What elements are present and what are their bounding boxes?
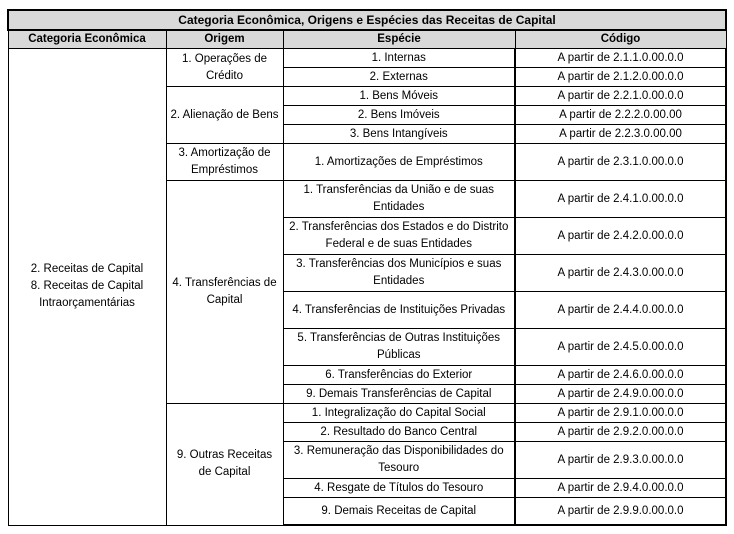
especie-cell: 1. Internas: [283, 49, 515, 68]
header-categoria: Categoria Econômica: [8, 30, 166, 49]
especie-cell: 4. Transferências de Instituições Privadas: [283, 292, 515, 329]
categoria-cell: [8, 49, 166, 526]
codigo-cell: A partir de 2.4.9.0.00.0.0: [515, 385, 726, 404]
codigo-cell: A partir de 2.2.2.0.00.00: [515, 106, 726, 125]
codigo-cell: A partir de 2.2.3.0.00.00: [515, 125, 726, 144]
codigo-cell: A partir de 2.9.2.0.00.0.0: [515, 423, 726, 442]
revenue-classification-table: [7, 9, 727, 526]
table-header-row: [8, 30, 726, 49]
especie-cell: 6. Transferências do Exterior: [283, 366, 515, 385]
codigo-cell: A partir de 2.9.4.0.00.0.0: [515, 479, 726, 498]
origem-cell: 1. Operações de Crédito: [166, 49, 283, 87]
header-codigo: Código: [515, 30, 726, 49]
especie-cell: 1. Integralização do Capital Social: [283, 404, 515, 423]
table-title-row: [8, 10, 726, 30]
codigo-cell: A partir de 2.1.2.0.00.0.0: [515, 68, 726, 87]
especie-cell: 2. Bens Imóveis: [283, 106, 515, 125]
especie-cell: 2. Externas: [283, 68, 515, 87]
codigo-cell: A partir de 2.4.3.0.00.0.0: [515, 255, 726, 292]
especie-cell: 2. Transferências dos Estados e do Distrito Federal e de suas Entidades: [283, 218, 515, 255]
especie-cell: 1. Transferências da União e de suas Entidades: [283, 181, 515, 218]
especie-cell: 5. Transferências de Outras Instituições Públicas: [283, 329, 515, 366]
especie-cell: 4. Resgate de Títulos do Tesouro: [283, 479, 515, 498]
header-origem: Origem: [166, 30, 283, 49]
origem-cell: 4. Transferências de Capital: [166, 181, 283, 404]
origem-cell: 2. Alienação de Bens: [166, 87, 283, 144]
codigo-cell: A partir de 2.1.1.0.00.0.0: [515, 49, 726, 68]
table-row: [8, 49, 726, 68]
codigo-cell: A partir de 2.4.2.0.00.0.0: [515, 218, 726, 255]
origem-cell: 3. Amortização de Empréstimos: [166, 144, 283, 181]
codigo-cell: A partir de 2.9.1.0.00.0.0: [515, 404, 726, 423]
especie-cell: 3. Remuneração das Disponibilidades do Tesouro: [283, 442, 515, 479]
revenue-table-container: [7, 9, 727, 526]
categoria-line-2: 8. Receitas de Capital Intraorçamentárias: [30, 280, 144, 310]
codigo-cell: A partir de 2.9.9.0.00.0.0: [515, 498, 726, 526]
especie-cell: 9. Demais Receitas de Capital: [283, 498, 515, 526]
codigo-cell: A partir de 2.2.1.0.00.0.0: [515, 87, 726, 106]
codigo-cell: A partir de 2.4.1.0.00.0.0: [515, 181, 726, 218]
especie-cell: 3. Transferências dos Municípios e suas Entidades: [283, 255, 515, 292]
header-especie: Espécie: [283, 30, 515, 49]
table-title: Categoria Econômica, Origens e Espécies das Receitas de Capital: [8, 10, 726, 30]
codigo-cell: A partir de 2.3.1.0.00.0.0: [515, 144, 726, 181]
codigo-cell: A partir de 2.4.5.0.00.0.0: [515, 329, 726, 366]
especie-cell: 3. Bens Intangíveis: [283, 125, 515, 144]
codigo-cell: A partir de 2.4.6.0.00.0.0: [515, 366, 726, 385]
categoria-line-1: 2. Receitas de Capital: [30, 263, 144, 276]
especie-cell: 1. Amortizações de Empréstimos: [283, 144, 515, 181]
especie-cell: 9. Demais Transferências de Capital: [283, 385, 515, 404]
especie-cell: 2. Resultado do Banco Central: [283, 423, 515, 442]
codigo-cell: A partir de 2.9.3.0.00.0.0: [515, 442, 726, 479]
especie-cell: 1. Bens Móveis: [283, 87, 515, 106]
codigo-cell: A partir de 2.4.4.0.00.0.0: [515, 292, 726, 329]
origem-cell: 9. Outras Receitas de Capital: [166, 404, 283, 526]
